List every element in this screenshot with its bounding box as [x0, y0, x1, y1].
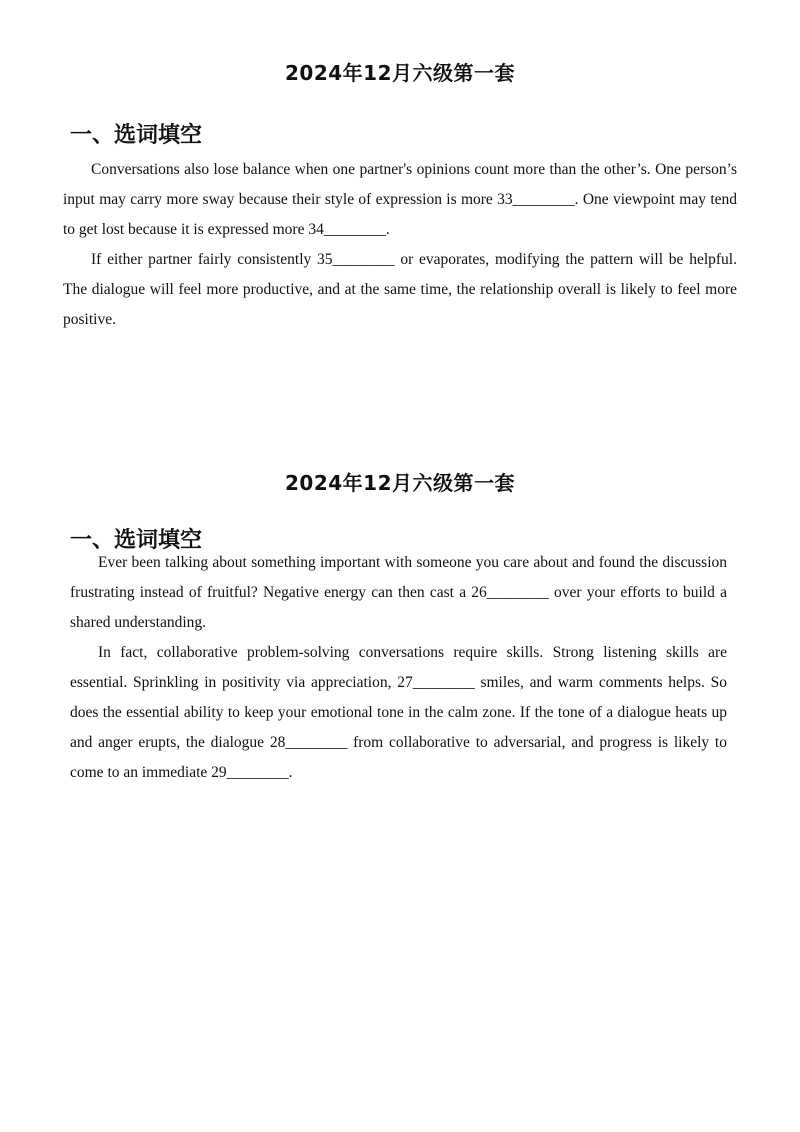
section-title: 2024年12月六级第一套: [285, 61, 515, 85]
exercise-section-1: [0, 0, 800, 335]
section-heading: 一、选词填空: [70, 123, 203, 148]
passage: [63, 155, 737, 335]
passage: [70, 548, 727, 788]
exercise-section-2: [0, 440, 800, 788]
passage-paragraph: In fact, collaborative problem-solving conversations require skills. Strong listening skills are essential. Sprinkling in positivity via appreciation, 27________ smiles, and warm comments helps. So does the essential ability to keep your emotional tone in the calm zone. If the tone of a dialogue heats up and anger erupts, the dialogue 28________ from collaborative to adversarial, and progress is likely to come to an immediate 29________.: [70, 644, 727, 781]
passage-paragraph: Conversations also lose balance when one partner's opinions count more than the other’s. One person’s input may carry more sway because their style of expression is more 33________. One viewpoint may tend to get lost because it is expressed more 34________.: [63, 161, 737, 238]
section-title: 2024年12月六级第一套: [285, 471, 515, 495]
section-heading: 一、选词填空: [70, 528, 203, 553]
passage-paragraph: Ever been talking about something important with someone you care about and found the discussion frustrating instead of fruitful? Negative energy can then cast a 26________ over your efforts to build a shared understanding.: [70, 554, 727, 631]
passage-paragraph: If either partner fairly consistently 35________ or evaporates, modifying the pattern will be helpful. The dialogue will feel more productive, and at the same time, the relationship overall is likely to feel more positive.: [63, 251, 737, 328]
